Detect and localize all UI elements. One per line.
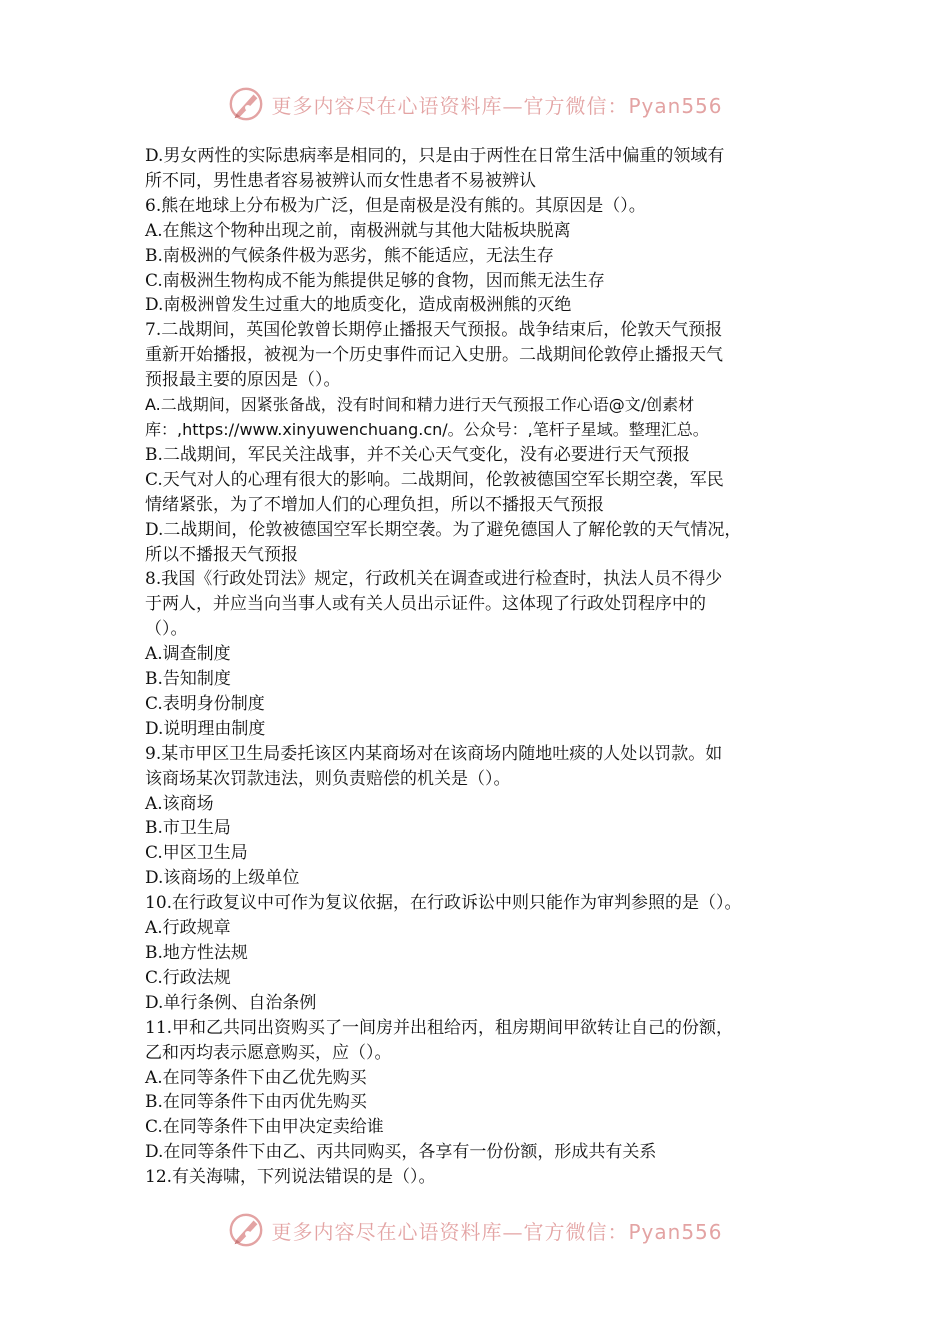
text-line: C.南极洲生物构成不能为熊提供足够的食物，因而熊无法生存	[145, 270, 605, 291]
text-line: 该商场某次罚款违法，则负责赔偿的机关是（）。	[145, 768, 511, 789]
text-line: D.二战期间，伦敦被德国空军长期空袭。为了避免德国人了解伦敦的天气情况，	[145, 519, 742, 540]
text-line: D.男女两性的实际患病率是相同的，只是由于两性在日常生活中偏重的领域有	[145, 146, 725, 166]
text-line: C.表明身份制度	[145, 693, 265, 714]
wechat-id: Pyan556	[628, 93, 723, 118]
text-line: A.在同等条件下由乙优先购买	[145, 1067, 367, 1088]
text-line: D.在同等条件下由乙、丙共同购买，各享有一份份额，形成共有关系	[145, 1142, 657, 1163]
text-line: D.该商场的上级单位	[145, 868, 300, 889]
text-line: D.说明理由制度	[145, 718, 266, 739]
text-line: D.南极洲曾发生过重大的地质变化，造成南极洲熊的灭绝	[145, 295, 572, 316]
text-line: 库：,https://www.xinyuwenchuang.cn/。公众号：,笔杆子星域。整理汇总。	[145, 419, 709, 439]
text-line: A.二战期间，因紧张备战，没有时间和精力进行天气预报工作心语@文/创素材	[145, 395, 695, 415]
pen-logo-icon	[227, 85, 265, 123]
text-line: 所以不播报天气预报	[145, 544, 298, 565]
document-body	[145, 144, 825, 1190]
text-line: 8.我国《行政处罚法》规定，行政机关在调查或进行检查时，执法人员不得少	[145, 569, 723, 590]
text-line: 9.某市甲区卫生局委托该区内某商场对在该商场内随地吐痰的人处以罚款。如	[145, 743, 723, 764]
text-line: 于两人，并应当向当事人或有关人员出示证件。这体现了行政处罚程序中的	[145, 594, 706, 615]
text-line: B.市卫生局	[145, 818, 231, 839]
header-banner	[0, 80, 950, 128]
text-line: C.天气对人的心理有很大的影响。二战期间，伦敦被德国空军长期空袭，军民	[145, 469, 724, 490]
text-line: C.甲区卫生局	[145, 843, 248, 864]
text-line: B.在同等条件下由丙优先购买	[145, 1092, 367, 1113]
text-line: D.单行条例、自治条例	[145, 992, 317, 1013]
text-line: 所不同，男性患者容易被辨认而女性患者不易被辨认	[145, 170, 536, 191]
text-line: 重新开始播报，被视为一个历史事件而记入史册。二战期间伦敦停止播报天气	[145, 345, 723, 366]
banner-text: 更多内容尽在心语资料库—官方微信：Pyan556	[271, 93, 723, 118]
text-line: 预报最主要的原因是（）。	[145, 370, 341, 391]
pen-logo-icon	[227, 1211, 265, 1249]
text-line: C.行政法规	[145, 967, 231, 988]
text-line: 情绪紧张，为了不增加人们的心理负担，所以不播报天气预报	[145, 494, 604, 515]
text-line: 乙和丙均表示愿意购买，应（）。	[145, 1042, 392, 1063]
text-line: C.在同等条件下由甲决定卖给谁	[145, 1117, 384, 1138]
footer-banner	[0, 1206, 950, 1254]
text-line: 11.甲和乙共同出资购买了一间房并出租给丙，租房期间甲欲转让自己的份额，	[145, 1017, 734, 1038]
text-line: （）。	[145, 619, 188, 640]
text-line: B.南极洲的气候条件极为恶劣，熊不能适应，无法生存	[145, 245, 554, 266]
text-line: 10.在行政复议中可作为复议依据，在行政诉讼中则只能作为审判参照的是（）。	[145, 893, 742, 914]
text-line: A.调查制度	[145, 644, 231, 665]
text-line: A.行政规章	[145, 918, 231, 939]
text-line: A.在熊这个物种出现之前，南极洲就与其他大陆板块脱离	[145, 220, 571, 241]
banner-text: 更多内容尽在心语资料库—官方微信：Pyan556	[271, 1219, 723, 1244]
text-line: 6.熊在地球上分布极为广泛，但是南极是没有熊的。其原因是（）。	[145, 195, 646, 216]
text-line: B.告知制度	[145, 669, 231, 690]
wechat-id: Pyan556	[628, 1219, 723, 1244]
text-line: 12.有关海啸，下列说法错误的是（）。	[145, 1167, 436, 1188]
text-line: 7.二战期间，英国伦敦曾长期停止播报天气预报。战争结束后，伦敦天气预报	[145, 320, 723, 341]
text-line: A.该商场	[145, 793, 214, 814]
text-line: B.二战期间，军民关注战事，并不关心天气变化，没有必要进行天气预报	[145, 444, 690, 465]
text-line: B.地方性法规	[145, 943, 248, 963]
